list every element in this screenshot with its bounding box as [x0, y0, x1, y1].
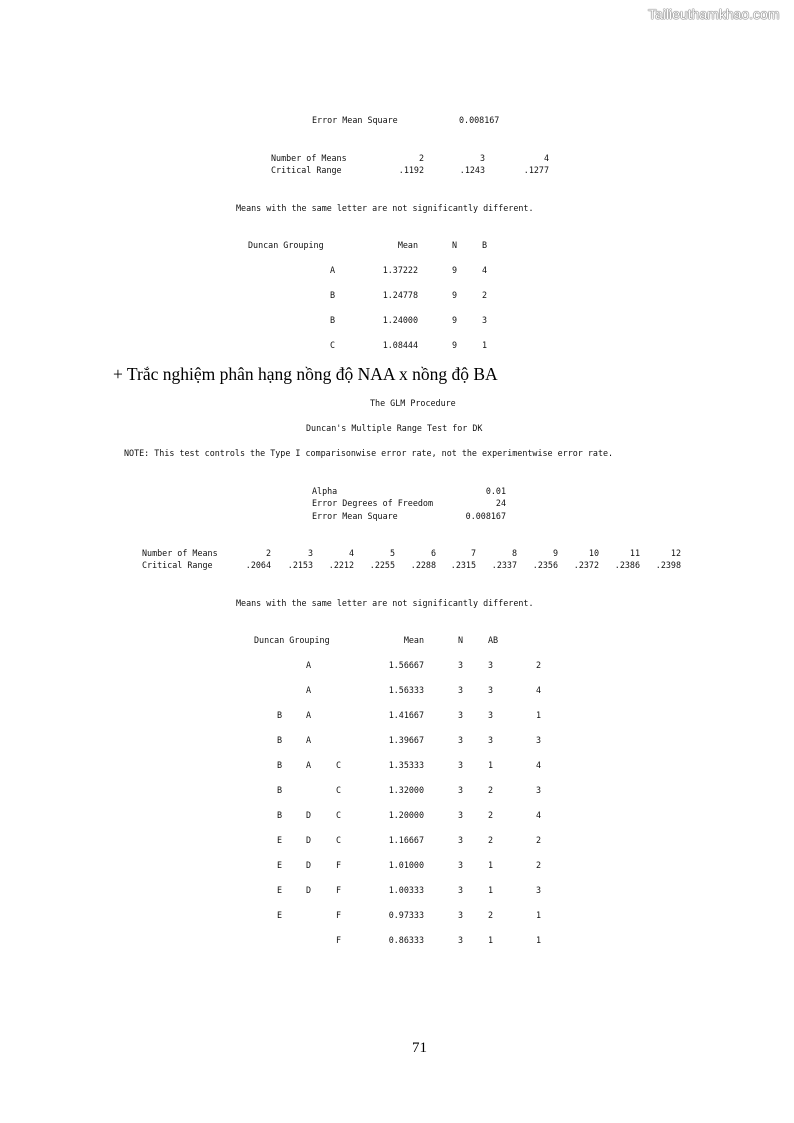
number-of-means-label: Number of Means	[271, 153, 347, 163]
level-a-value: 1	[488, 935, 494, 945]
grouping-letter: C	[336, 760, 342, 770]
level-b-value: 4	[536, 760, 542, 770]
header-factor: B	[482, 240, 488, 250]
grouping-letter: D	[306, 810, 312, 820]
grouping-letter: A	[306, 710, 312, 720]
mean-value: 1.32000	[388, 785, 424, 795]
critical-range-cell: .2153	[287, 560, 313, 570]
level-b-value: 3	[536, 785, 542, 795]
header-duncan-grouping: Duncan Grouping	[248, 240, 324, 250]
level-a-value: 2	[488, 785, 494, 795]
grouping-letter: C	[336, 810, 342, 820]
n-value: 9	[452, 315, 458, 325]
watermark-text: Tailieuthamkhao.com	[648, 6, 780, 22]
critical-range-label: Critical Range	[142, 560, 213, 570]
grouping-letter: F	[336, 935, 342, 945]
note-text: NOTE: This test controls the Type I comparisonwise error rate, not the experimentwise error rate.	[124, 448, 614, 458]
error-mean-square-label: Error Mean Square	[312, 115, 398, 125]
critical-range-cell: .1243	[459, 165, 485, 175]
grouping-letter: B	[277, 735, 283, 745]
grouping-letter: D	[306, 835, 312, 845]
grouping-letter: A	[330, 265, 336, 275]
grouping-letter: C	[336, 785, 342, 795]
level-a-value: 2	[488, 810, 494, 820]
level-a-value: 3	[488, 710, 494, 720]
grouping-letter: E	[277, 860, 283, 870]
n-value: 3	[458, 810, 464, 820]
header-n: N	[452, 240, 458, 250]
number-of-means-cell: 7	[470, 548, 476, 558]
level-b-value: 2	[536, 835, 542, 845]
level-value: 2	[482, 290, 488, 300]
critical-range-cell: .2288	[410, 560, 436, 570]
n-value: 3	[458, 885, 464, 895]
number-of-means-label: Number of Means	[142, 548, 218, 558]
alpha-value: 0.01	[485, 486, 506, 496]
grouping-letter: D	[306, 885, 312, 895]
grouping-letter: B	[277, 760, 283, 770]
mean-value: 1.35333	[388, 760, 424, 770]
level-a-value: 2	[488, 910, 494, 920]
critical-range-cell: .2386	[614, 560, 640, 570]
critical-range-cell: .2356	[532, 560, 558, 570]
mean-value: 1.01000	[388, 860, 424, 870]
critical-range-cell: .2315	[450, 560, 476, 570]
means-note: Means with the same letter are not significantly different.	[236, 203, 534, 213]
header-duncan-grouping: Duncan Grouping	[254, 635, 330, 645]
grouping-letter: C	[336, 835, 342, 845]
n-value: 3	[458, 710, 464, 720]
error-mean-square-label: Error Mean Square	[312, 511, 398, 521]
mean-value: 1.56333	[388, 685, 424, 695]
grouping-letter: E	[277, 885, 283, 895]
level-b-value: 1	[536, 910, 542, 920]
number-of-means-cell: 11	[629, 548, 640, 558]
level-b-value: 1	[536, 935, 542, 945]
grouping-letter: A	[306, 685, 312, 695]
alpha-label: Alpha	[312, 486, 338, 496]
number-of-means-cell: 2	[265, 548, 271, 558]
n-value: 3	[458, 760, 464, 770]
n-value: 3	[458, 685, 464, 695]
number-of-means-cell: 5	[389, 548, 395, 558]
mean-value: 1.56667	[388, 660, 424, 670]
level-value: 4	[482, 265, 488, 275]
n-value: 3	[458, 860, 464, 870]
level-b-value: 2	[536, 860, 542, 870]
number-of-means-cell: 4	[348, 548, 354, 558]
number-of-means-cell: 2	[418, 153, 424, 163]
n-value: 3	[458, 735, 464, 745]
grouping-letter: F	[336, 885, 342, 895]
level-value: 3	[482, 315, 488, 325]
mean-value: 1.20000	[388, 810, 424, 820]
mean-value: 1.16667	[388, 835, 424, 845]
number-of-means-cell: 8	[511, 548, 517, 558]
n-value: 9	[452, 340, 458, 350]
error-mean-square-value: 0.008167	[465, 511, 506, 521]
number-of-means-cell: 6	[430, 548, 436, 558]
mean-value: 1.24000	[382, 315, 418, 325]
mean-value: 1.39667	[388, 735, 424, 745]
grouping-letter: B	[277, 710, 283, 720]
critical-range-cell: .2212	[328, 560, 354, 570]
level-a-value: 3	[488, 685, 494, 695]
procedure-title: The GLM Procedure	[370, 398, 456, 408]
df-value: 24	[495, 498, 506, 508]
grouping-letter: B	[277, 785, 283, 795]
level-a-value: 1	[488, 760, 494, 770]
critical-range-cell: .2372	[573, 560, 599, 570]
mean-value: 1.00333	[388, 885, 424, 895]
number-of-means-cell: 12	[670, 548, 681, 558]
critical-range-cell: .2064	[245, 560, 271, 570]
header-factor: AB	[488, 635, 499, 645]
number-of-means-cell: 3	[307, 548, 313, 558]
mean-value: 0.97333	[388, 910, 424, 920]
test-title: Duncan's Multiple Range Test for DK	[306, 423, 483, 433]
error-mean-square-value: 0.008167	[459, 115, 500, 125]
level-value: 1	[482, 340, 488, 350]
critical-range-cell: .2398	[655, 560, 681, 570]
critical-range-label: Critical Range	[271, 165, 342, 175]
level-a-value: 3	[488, 660, 494, 670]
grouping-letter: A	[306, 735, 312, 745]
number-of-means-cell: 3	[479, 153, 485, 163]
grouping-letter: C	[330, 340, 336, 350]
level-b-value: 3	[536, 735, 542, 745]
critical-range-cell: .1192	[398, 165, 424, 175]
n-value: 3	[458, 935, 464, 945]
level-b-value: 2	[536, 660, 542, 670]
critical-range-cell: .2337	[491, 560, 517, 570]
level-a-value: 2	[488, 835, 494, 845]
n-value: 9	[452, 265, 458, 275]
n-value: 3	[458, 785, 464, 795]
mean-value: 1.37222	[382, 265, 418, 275]
number-of-means-cell: 9	[552, 548, 558, 558]
grouping-letter: E	[277, 910, 283, 920]
level-a-value: 1	[488, 885, 494, 895]
n-value: 3	[458, 660, 464, 670]
grouping-letter: B	[277, 810, 283, 820]
header-n: N	[458, 635, 464, 645]
means-note: Means with the same letter are not significantly different.	[236, 598, 534, 608]
critical-range-cell: .2255	[369, 560, 395, 570]
section-heading: + Trắc nghiệm phân hạng nồng độ NAA x nồng độ BA	[113, 364, 498, 384]
n-value: 9	[452, 290, 458, 300]
number-of-means-cell: 4	[543, 153, 549, 163]
page-number: 71	[412, 1040, 427, 1056]
grouping-letter: A	[306, 760, 312, 770]
level-b-value: 1	[536, 710, 542, 720]
mean-value: 1.24778	[382, 290, 418, 300]
number-of-means-cell: 10	[588, 548, 599, 558]
grouping-letter: B	[330, 290, 336, 300]
header-mean: Mean	[403, 635, 424, 645]
n-value: 3	[458, 910, 464, 920]
level-a-value: 3	[488, 735, 494, 745]
grouping-letter: E	[277, 835, 283, 845]
level-a-value: 1	[488, 860, 494, 870]
grouping-letter: F	[336, 860, 342, 870]
df-label: Error Degrees of Freedom	[312, 498, 434, 508]
level-b-value: 4	[536, 810, 542, 820]
grouping-letter: B	[330, 315, 336, 325]
n-value: 3	[458, 835, 464, 845]
mean-value: 1.41667	[388, 710, 424, 720]
grouping-letter: D	[306, 860, 312, 870]
critical-range-cell: .1277	[523, 165, 549, 175]
grouping-letter: F	[336, 910, 342, 920]
mean-value: 0.86333	[388, 935, 424, 945]
level-b-value: 3	[536, 885, 542, 895]
level-b-value: 4	[536, 685, 542, 695]
header-mean: Mean	[397, 240, 418, 250]
mean-value: 1.08444	[382, 340, 418, 350]
grouping-letter: A	[306, 660, 312, 670]
